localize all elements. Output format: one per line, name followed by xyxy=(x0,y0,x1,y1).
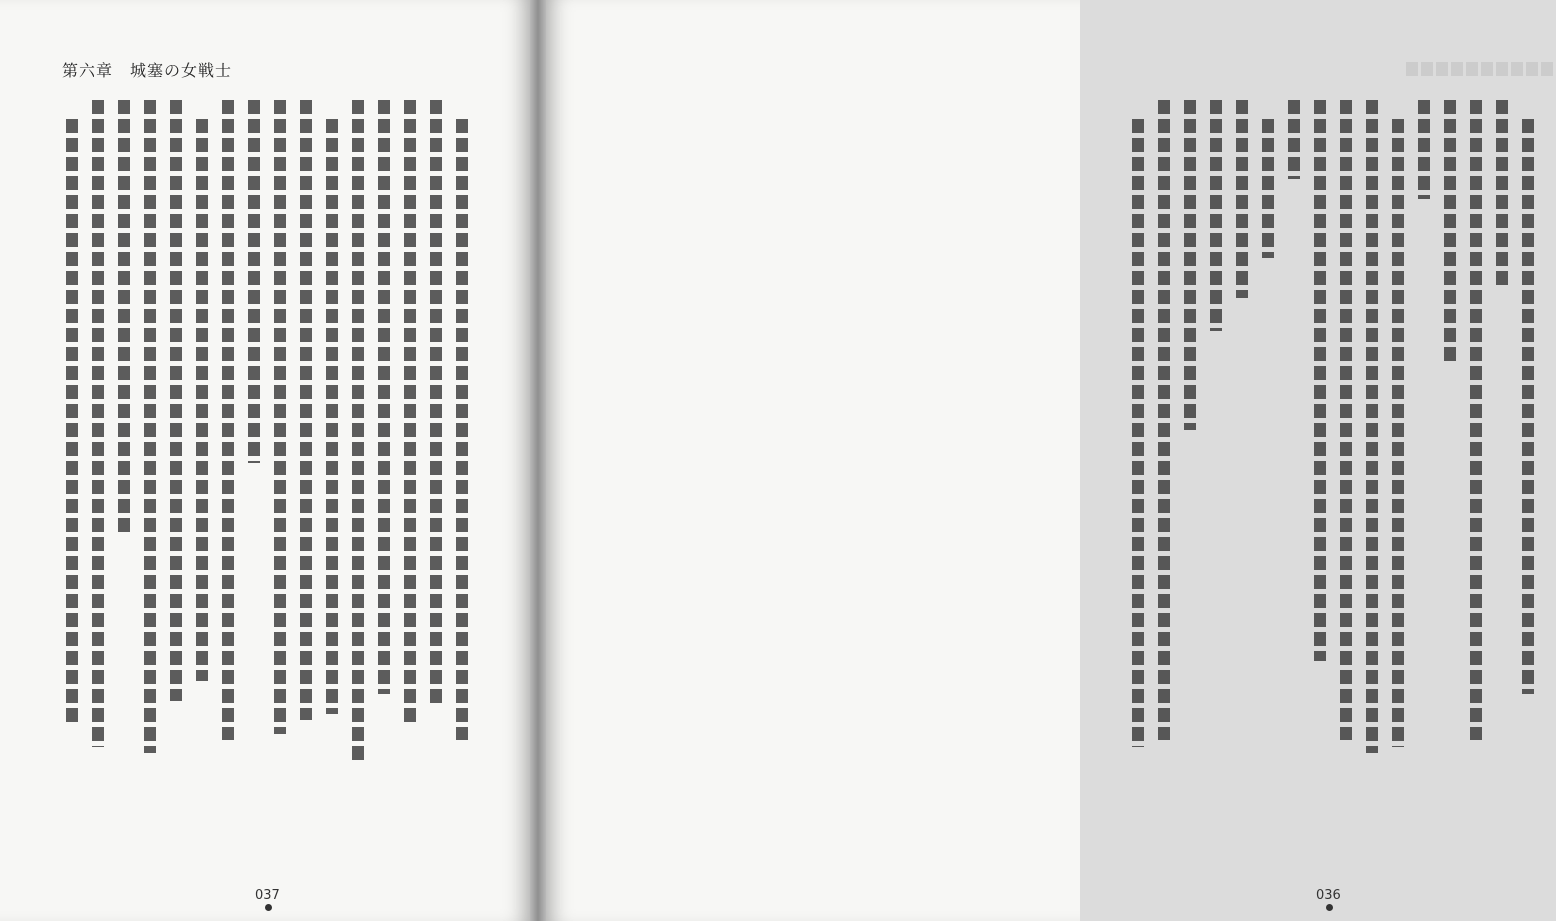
left-text-column xyxy=(449,100,475,760)
left-text-column xyxy=(241,100,267,760)
left-text-line xyxy=(170,100,182,701)
left-text-column xyxy=(319,100,345,760)
right-page-number: 036 xyxy=(1316,888,1341,903)
right-text-line xyxy=(1210,100,1222,331)
right-text-line xyxy=(1444,100,1456,364)
left-text-line xyxy=(222,100,234,740)
left-text-line xyxy=(430,100,442,707)
left-text-line xyxy=(274,100,286,734)
right-page-text-columns xyxy=(1121,100,1541,760)
right-text-column xyxy=(1385,100,1411,760)
right-text-line xyxy=(1496,100,1508,285)
right-text-column xyxy=(1203,100,1229,760)
right-text-column xyxy=(1177,100,1203,760)
right-text-column xyxy=(1359,100,1385,760)
right-page-marker xyxy=(1326,904,1333,911)
left-text-column xyxy=(189,100,215,760)
right-text-column xyxy=(1515,100,1541,760)
right-text-column xyxy=(1411,100,1437,760)
left-text-column xyxy=(371,100,397,760)
left-text-line xyxy=(66,119,78,727)
right-text-column xyxy=(1125,100,1151,760)
left-text-column xyxy=(423,100,449,760)
left-text-line xyxy=(248,100,260,463)
right-text-line xyxy=(1418,100,1430,199)
right-text-line xyxy=(1236,100,1248,298)
right-text-line xyxy=(1470,100,1482,740)
right-text-column xyxy=(1151,100,1177,760)
right-text-column xyxy=(1437,100,1463,760)
right-text-line xyxy=(1132,119,1144,747)
right-text-line xyxy=(1340,100,1352,740)
right-page xyxy=(546,0,1341,921)
left-text-line xyxy=(326,119,338,714)
show-through-header xyxy=(1406,62,1556,76)
left-text-column xyxy=(293,100,319,760)
left-text-column xyxy=(397,100,423,760)
right-text-column xyxy=(1463,100,1489,760)
left-text-column xyxy=(163,100,189,760)
left-text-line xyxy=(144,100,156,753)
right-text-line xyxy=(1392,119,1404,747)
left-page-text-columns xyxy=(60,100,475,760)
left-text-column xyxy=(215,100,241,760)
left-text-line xyxy=(404,100,416,727)
left-text-column xyxy=(137,100,163,760)
left-text-column xyxy=(59,100,85,760)
left-page-marker xyxy=(265,904,272,911)
left-text-line xyxy=(196,119,208,681)
right-text-column xyxy=(1333,100,1359,760)
right-text-column xyxy=(1307,100,1333,760)
left-text-line xyxy=(118,100,130,536)
right-text-column xyxy=(1255,100,1281,760)
right-text-line xyxy=(1314,100,1326,661)
right-text-line xyxy=(1522,119,1534,694)
left-text-column xyxy=(267,100,293,760)
left-text-line xyxy=(92,100,104,747)
gutter xyxy=(530,0,546,921)
right-text-column xyxy=(1281,100,1307,760)
left-text-line xyxy=(352,100,364,760)
running-head: 第六章 城塞の女戦士 xyxy=(62,61,233,80)
right-text-line xyxy=(1288,100,1300,179)
right-text-line xyxy=(1262,119,1274,258)
left-page-number: 037 xyxy=(255,888,280,903)
right-text-column xyxy=(1229,100,1255,760)
left-text-column xyxy=(111,100,137,760)
left-text-line xyxy=(378,100,390,694)
left-text-line xyxy=(456,119,468,740)
right-text-line xyxy=(1184,100,1196,430)
right-text-column xyxy=(1489,100,1515,760)
right-text-line xyxy=(1366,100,1378,753)
left-text-column xyxy=(345,100,371,760)
left-text-line xyxy=(300,100,312,720)
right-text-line xyxy=(1158,100,1170,740)
left-text-column xyxy=(85,100,111,760)
left-page xyxy=(0,0,530,921)
